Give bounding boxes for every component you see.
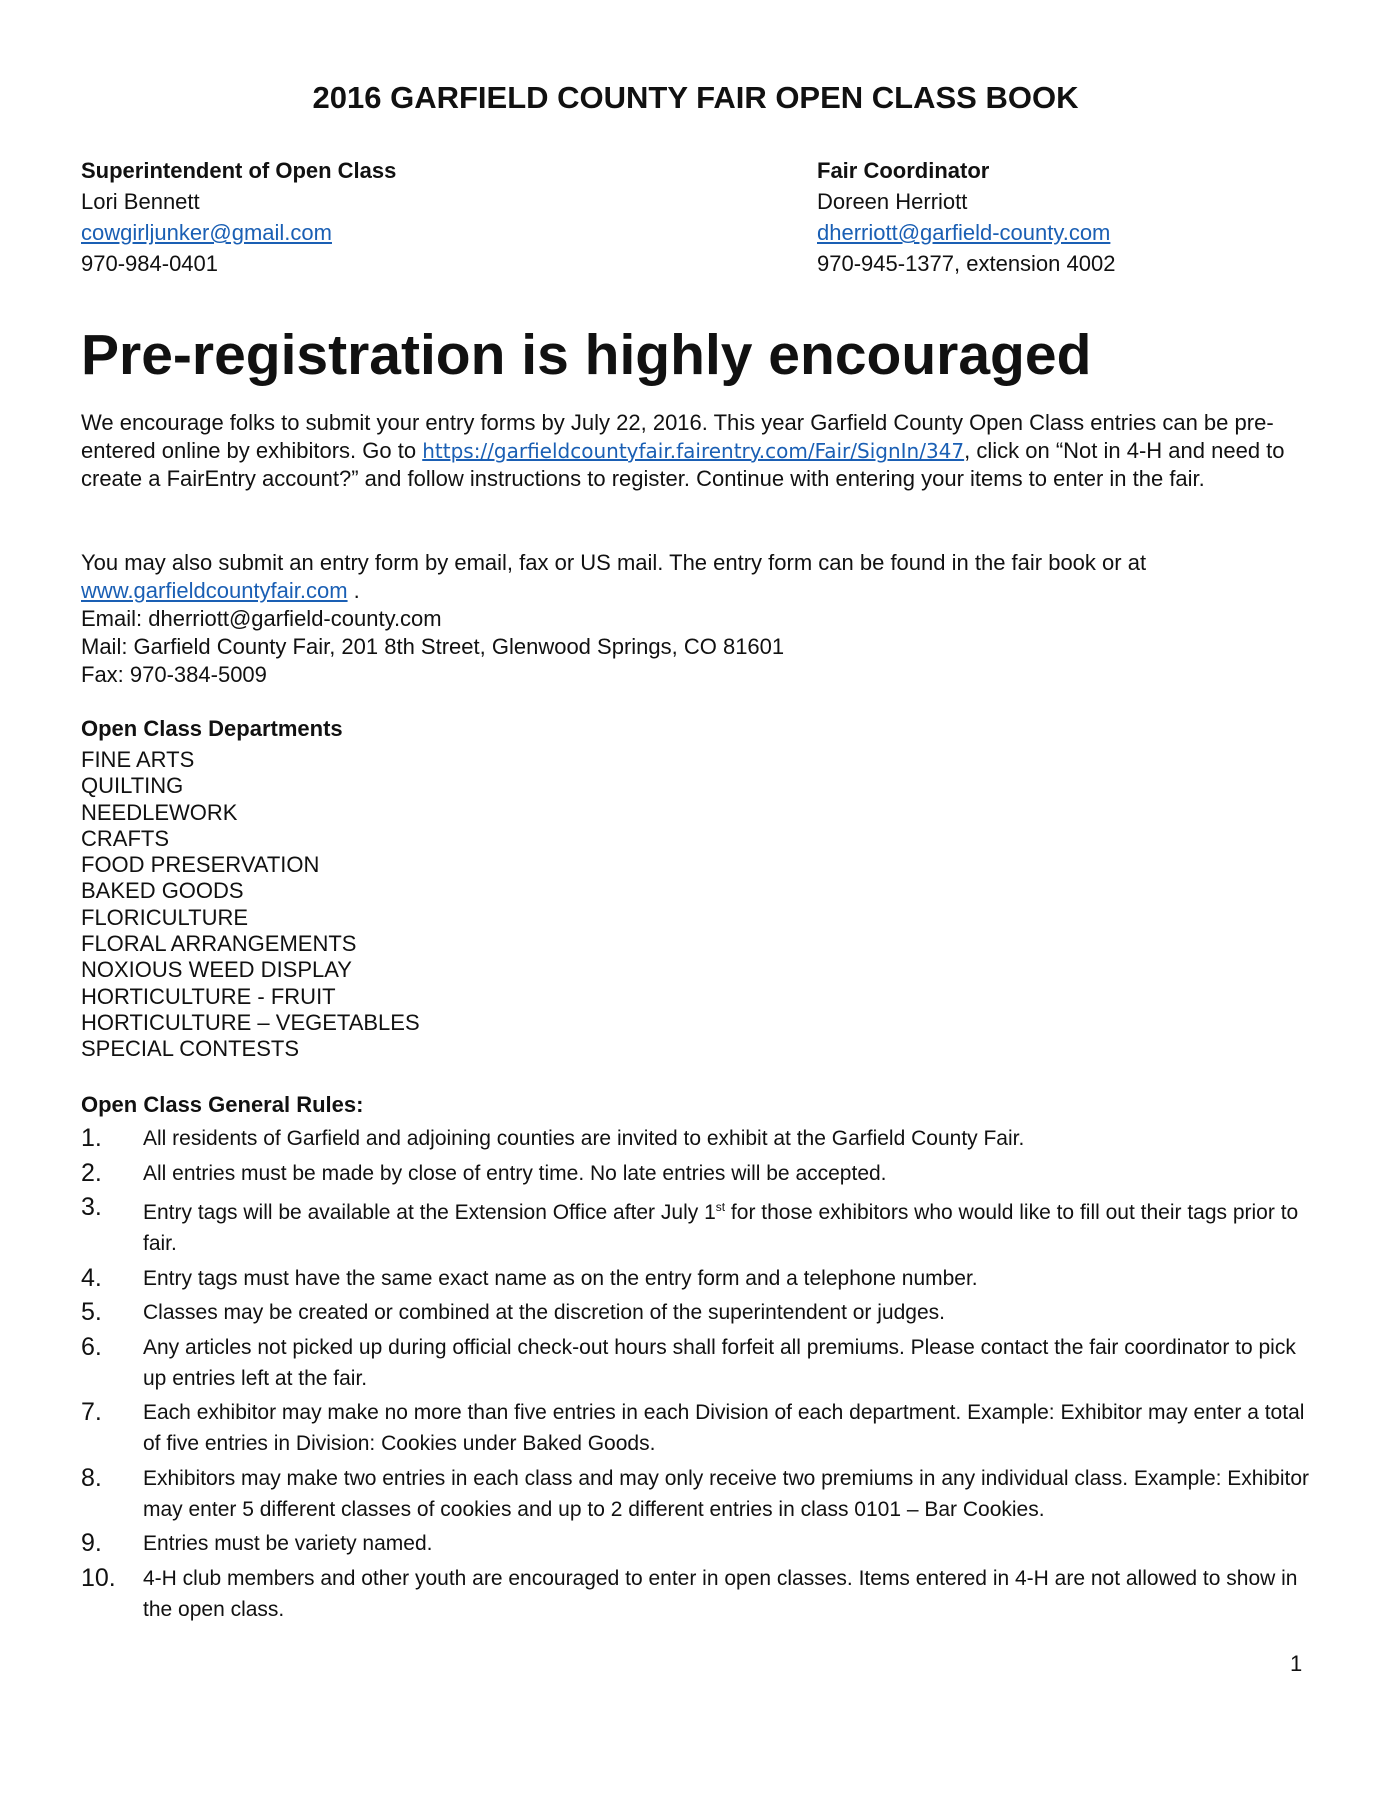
departments-heading: Open Class Departments [81,716,343,741]
list-item: NOXIOUS WEED DISPLAY [81,957,352,983]
coordinator-heading: Fair Coordinator [817,158,990,183]
rule-number: 1. [81,1124,102,1152]
rule-text: for those exhibitors who would like to fill out their tags prior to fair. [143,1201,1299,1255]
list-item: FOOD PRESERVATION [81,852,320,878]
page-number: 1 [1290,1651,1303,1676]
rule-item [81,1158,1311,1189]
rule-text: Classes may be created or combined at the discretion of the superintendent or judges. [143,1301,945,1324]
rule-number: 5. [81,1298,102,1326]
rule-text: Any articles not picked up during official check-out hours shall forfeit all premiums. Please contact the fair coordinator to pick up entries left at the fair. [143,1335,1296,1390]
rule-text: Entries must be variety named. [143,1532,433,1555]
fairentry-link[interactable]: https://garfieldcountyfair.fairentry.com/Fair/SignIn/347 [422,439,965,463]
list-item: QUILTING [81,773,184,799]
superintendent-phone: 970-984-0401 [81,251,219,276]
rule-text: All entries must be made by close of entry time. No late entries will be accepted. [143,1161,887,1185]
submit-mail-line: Mail: Garfield County Fair, 201 8th Street, Glenwood Springs, CO 81601 [81,634,785,659]
coordinator-name: Doreen Herriott [817,189,968,214]
superintendent-contact [81,155,396,279]
coordinator-email-link[interactable]: dherriott@garfield-county.com [817,220,1111,245]
superintendent-name: Lori Bennett [81,189,200,214]
rule-superscript: st [715,1200,726,1214]
coordinator-contact [817,155,1115,279]
rule-item [81,1563,1311,1625]
rule-item [81,1263,1311,1294]
rule-item [81,1332,1311,1394]
rule-text: 4-H club members and other youth are encouraged to enter in open classes. Items entered in 4-H are not allowed to show in the open class. [143,1566,1298,1621]
rule-item [81,1192,1311,1259]
rule-text: Each exhibitor may make no more than five entries in each Division of each department. Example: Exhibitor may enter a total of five entries in Division: Cookies under Baked Goods. [143,1401,1305,1455]
rule-number: 2. [81,1158,102,1187]
list-item: SPECIAL CONTESTS [81,1036,300,1062]
superintendent-heading: Superintendent of Open Class [81,158,397,183]
rule-number: 6. [81,1332,102,1361]
list-item: FINE ARTS [81,747,195,772]
rules-heading: Open Class General Rules: [81,1092,364,1117]
fair-website-suffix: . [347,578,360,603]
rule-text: Exhibitors may make two entries in each class and may only receive two premiums in any individual class. Example: Exhibitor may enter 5 different classes of cookies and up to 2 different entries in class 0101 – Bar Cookies. [143,1466,1309,1521]
rule-number: 8. [81,1463,102,1492]
submit-text: You may also submit an entry form by email, fax or US mail. The entry form can be found in the fair book or at [81,550,1147,575]
fair-website-link[interactable]: www.garfieldcountyfair.com [81,578,348,603]
rule-text: Entry tags must have the same exact name as on the entry form and a telephone number. [143,1266,978,1290]
intro-text-before: We encourage folks to submit your entry forms by July 22, 2016. This year Garfield County Open Class entries can be pre-entered online by exhibitors. Go to [81,410,1274,463]
preregistration-headline: Pre-registration is highly encouraged [81,323,1092,387]
list-item: FLORICULTURE [81,904,249,930]
list-item: NEEDLEWORK [81,799,238,825]
list-item: CRAFTS [81,825,169,851]
rule-item [81,1123,1311,1154]
list-item: HORTICULTURE - FRUIT [81,983,336,1009]
rule-item [81,1397,1311,1459]
rule-number: 3. [81,1193,102,1221]
document-title: 2016 GARFIELD COUNTY FAIR OPEN CLASS BOOK [312,80,1079,115]
submit-paragraph [81,549,1311,689]
intro-paragraph [81,409,1311,493]
submit-email-line: Email: dherriott@garfield-county.com [81,606,442,631]
rule-number: 9. [81,1529,102,1557]
coordinator-phone: 970-945-1377, extension 4002 [817,251,1116,276]
rule-number: 7. [81,1398,102,1426]
rule-text: All residents of Garfield and adjoining counties are invited to exhibit at the Garfield County Fair. [143,1127,1025,1150]
rule-number: 4. [81,1263,102,1292]
superintendent-email-link[interactable]: cowgirljunker@gmail.com [81,220,332,245]
rule-item [81,1463,1311,1525]
list-item: BAKED GOODS [81,878,244,904]
departments-list [81,747,420,1063]
rule-item [81,1528,1311,1559]
list-item: HORTICULTURE – VEGETABLES [81,1009,420,1035]
rule-text: Entry tags will be available at the Extension Office after July 1 [143,1201,716,1224]
submit-fax-line: Fax: 970-384-5009 [81,662,267,687]
list-item: FLORAL ARRANGEMENTS [81,931,357,957]
rule-number: 10. [81,1563,116,1592]
intro-text-after: , click on “Not in 4-H and need to create a FairEntry account?” and follow instructions to register. Continue with entering your items to enter in the fair. [81,438,1285,491]
rules-list [81,1123,1311,1628]
rule-item [81,1297,1311,1328]
